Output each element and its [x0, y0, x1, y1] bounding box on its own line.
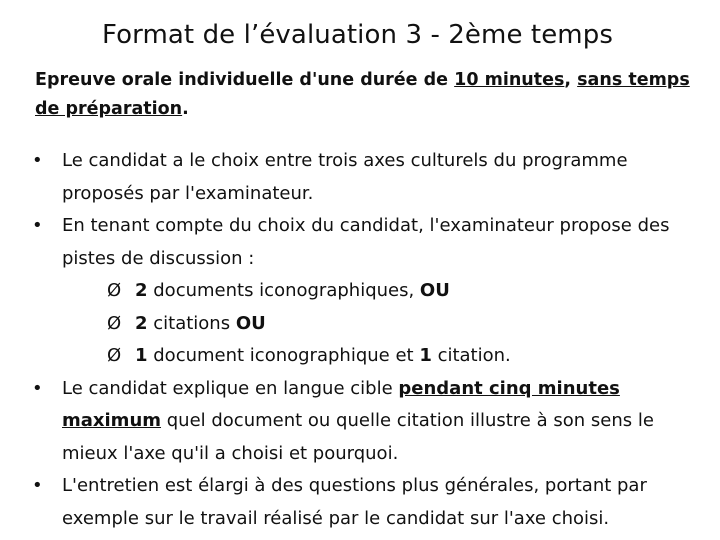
arrow-icon: Ø	[107, 345, 122, 366]
bullet-icon: •	[32, 150, 43, 171]
option-number: 2	[135, 312, 148, 334]
option-or: OU	[419, 280, 450, 301]
option-or: OU	[235, 312, 266, 334]
intro-no-prep: sans temps de préparation	[35, 70, 690, 119]
intro-end: .	[182, 99, 189, 119]
option-number: 1	[419, 345, 432, 366]
bullet-icon: •	[32, 377, 43, 399]
arrow-icon: Ø	[107, 280, 122, 301]
bullet-list	[30, 145, 695, 535]
bullet-text-post: quel document ou quelle citation illustre à son sens le mieux l'axe qu'il a choisi et pourquoi.	[62, 410, 654, 464]
intro-text	[35, 66, 695, 124]
bullet-emphasis: pendant cinq minutes maximum	[62, 377, 620, 431]
sub-option	[62, 275, 695, 308]
intro-duration: 10 minutes	[454, 70, 565, 90]
bullet-text: L'entretien est élargi à des questions plus générales, portant par exemple sur le travail réalisé par le candidat sur l'axe choisi.	[62, 475, 647, 529]
option-number: 1	[135, 345, 148, 366]
bullet-icon: •	[32, 215, 43, 236]
arrow-icon: Ø	[107, 312, 122, 334]
option-text: citation.	[431, 345, 511, 366]
sub-option	[62, 340, 695, 373]
list-item	[30, 210, 695, 373]
slide-title: Format de l’évaluation 3 - 2ème temps	[101, 20, 613, 50]
intro-comma: ,	[564, 70, 578, 90]
option-text: document iconographique et	[147, 345, 420, 366]
intro-part1: Epreuve orale individuelle d'une durée de	[35, 70, 455, 90]
option-text: citations	[147, 312, 236, 334]
list-item	[30, 145, 695, 210]
sub-option	[62, 308, 695, 341]
list-item	[30, 470, 695, 535]
bullet-text-pre: Le candidat explique en langue cible	[62, 377, 399, 399]
option-number: 2	[135, 280, 148, 301]
bullet-text: En tenant compte du choix du candidat, l'examinateur propose des pistes de discussion :	[62, 215, 670, 269]
option-text: documents iconographiques,	[147, 280, 420, 301]
bullet-icon: •	[32, 475, 43, 496]
list-item	[30, 373, 695, 471]
bullet-text: Le candidat a le choix entre trois axes culturels du programme proposés par l'examinateur.	[62, 150, 628, 204]
